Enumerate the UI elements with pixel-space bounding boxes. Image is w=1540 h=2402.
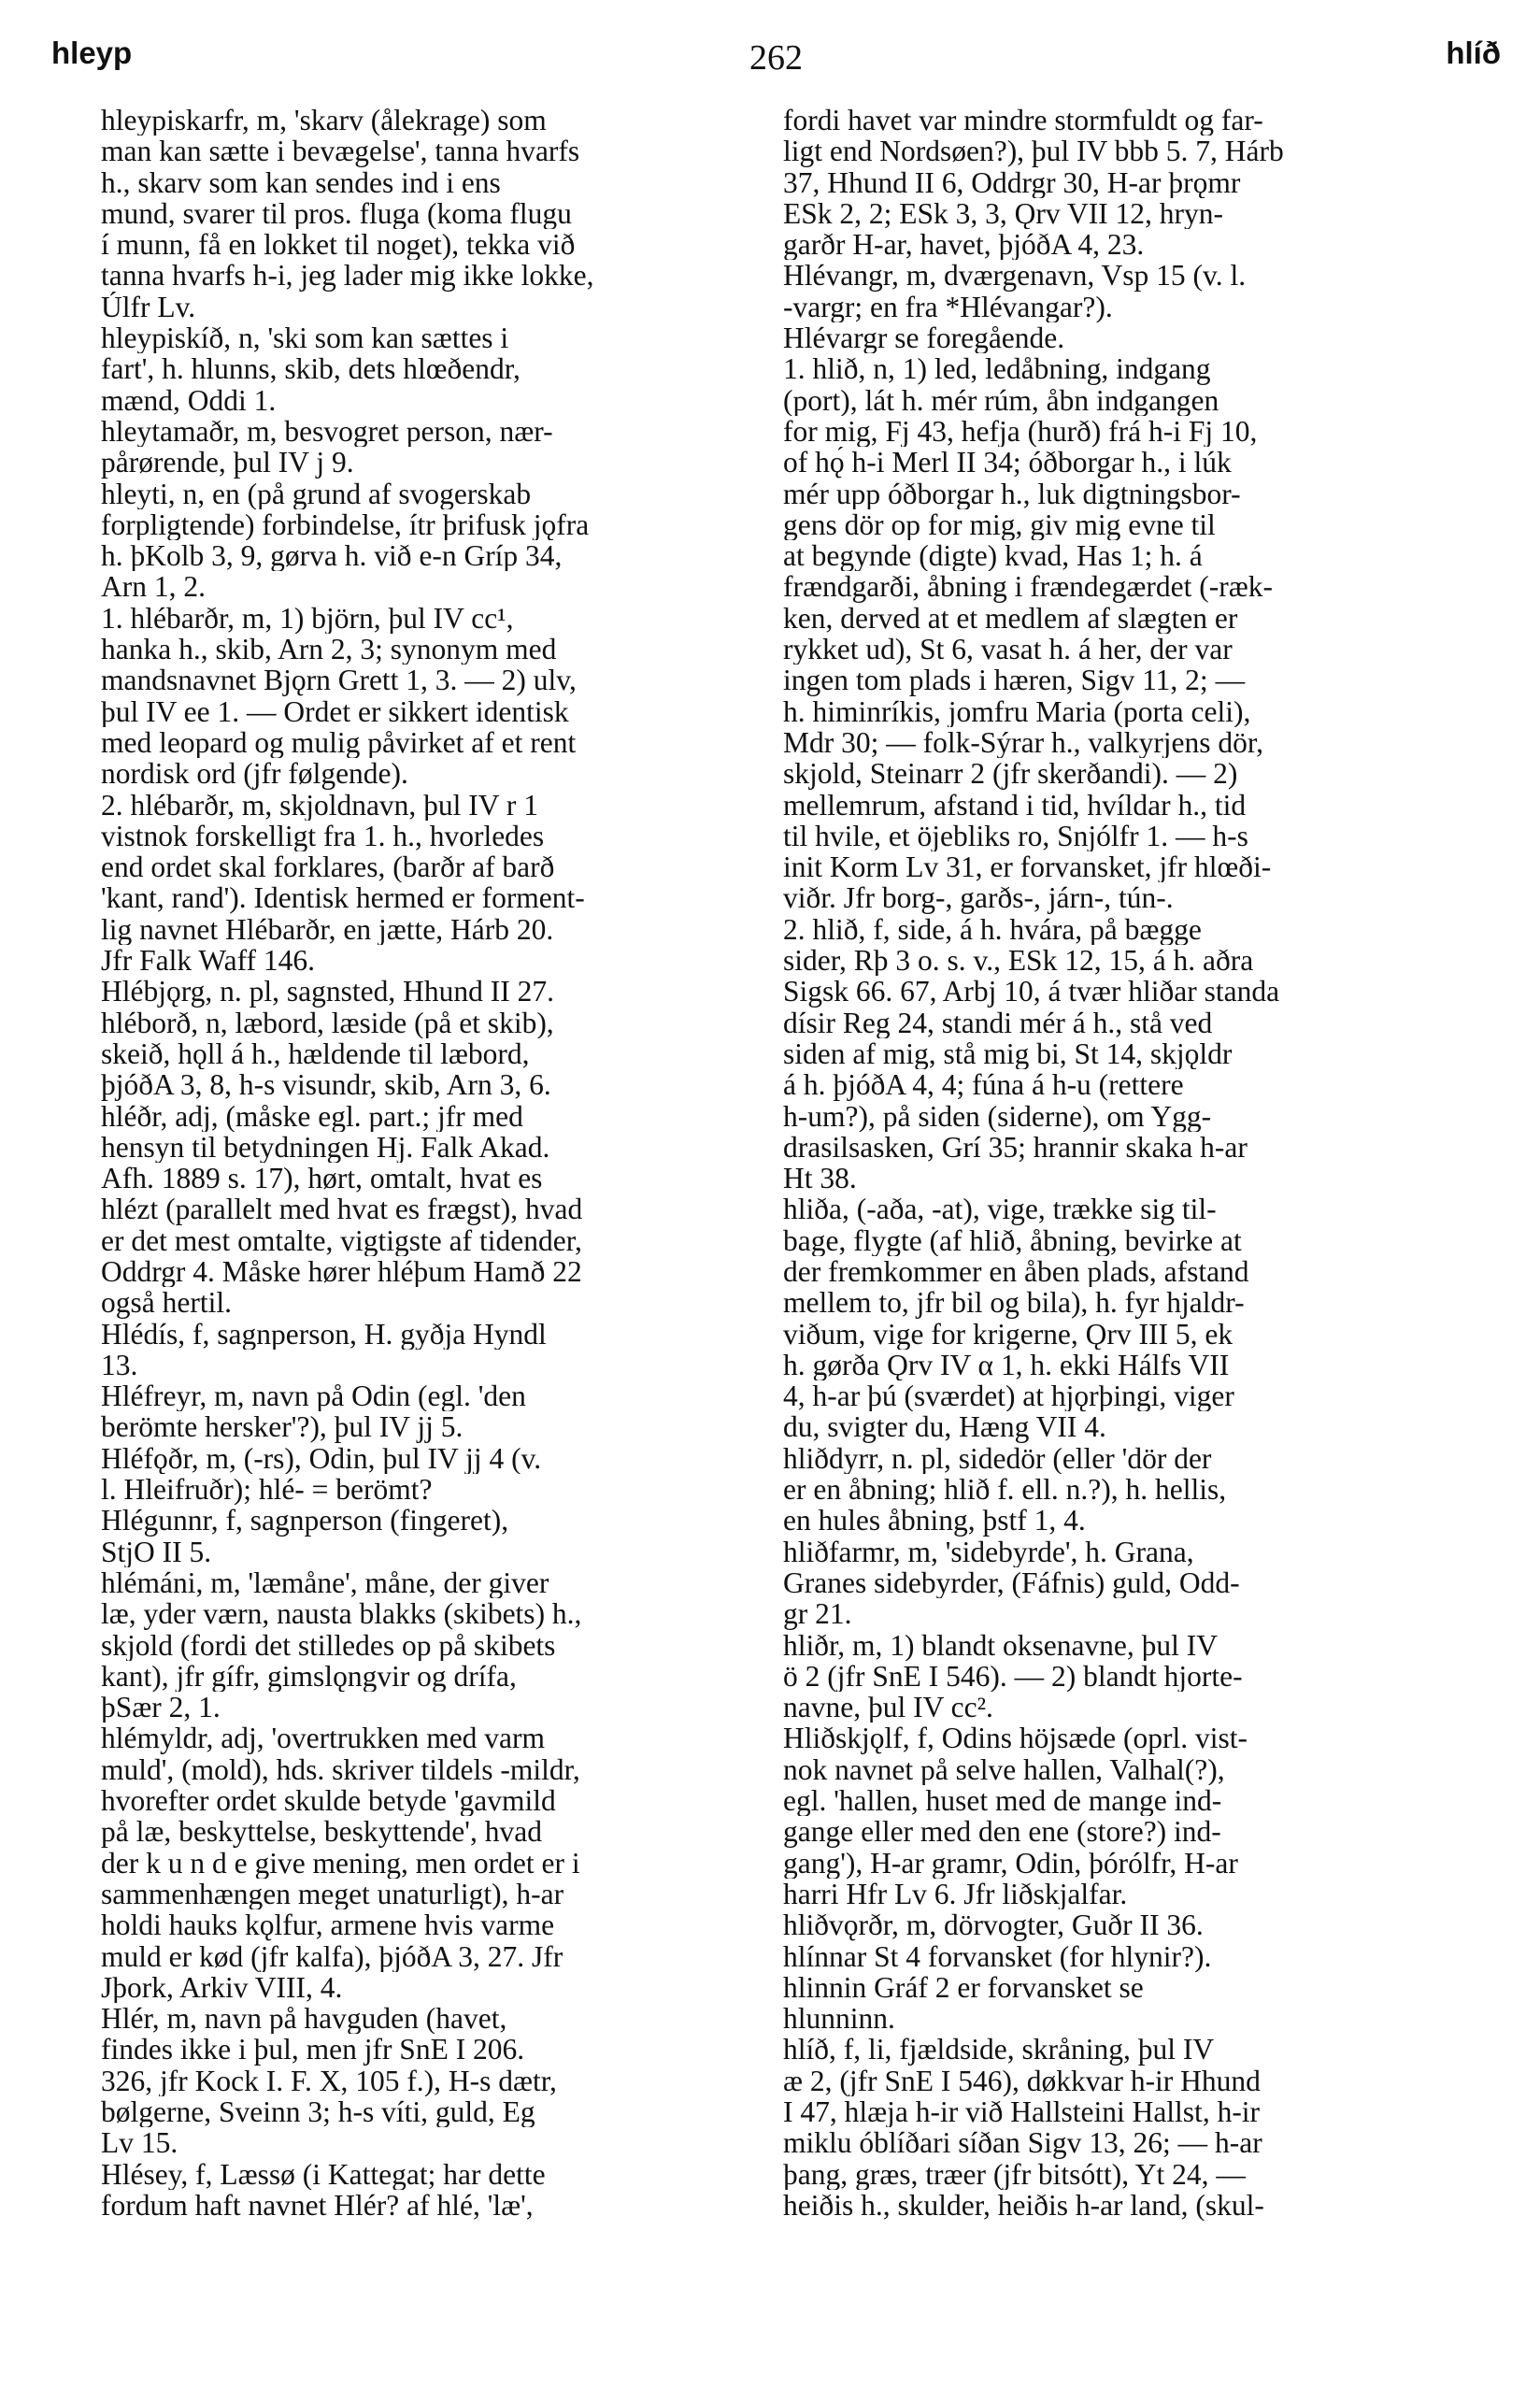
text-line: frændgarði, åbning i frændegærdet (-ræk- <box>783 571 1273 603</box>
text-line: end ordet skal forklares, (barðr af barð <box>101 851 555 883</box>
text-line: Hlébjǫrg, n. pl, sagnsted, Hhund II 27. <box>101 976 554 1008</box>
text-line: til hvile, et öjebliks ro, Snjólfr 1. — h-s <box>783 820 1248 852</box>
text-line: (port), lát h. mér rúm, åbn indgangen <box>783 384 1219 416</box>
text-line: også hertil. <box>101 1287 232 1319</box>
text-line: æ 2, (jfr SnE I 546), døkkvar h-ir Hhund <box>783 2065 1261 2096</box>
text-line: Mdr 30; — folk-Sýrar h., valkyrjens dör, <box>783 726 1264 759</box>
text-line: ingen tom plads i hæren, Sigv 11, 2; — <box>783 665 1246 696</box>
text-line: forpligtende) forbindelse, ítr þrifusk jǫfra <box>101 508 590 541</box>
text-line: Granes sidebyrder, (Fáfnis) guld, Odd- <box>783 1566 1240 1599</box>
text-line: mund, svarer til pros. fluga (koma flugu <box>101 197 572 230</box>
text-line: hleytamaðr, m, besvogret person, nær- <box>101 415 553 448</box>
text-line: Hléfǫðr, m, (-rs), Odin, þul IV jj 4 (v. <box>101 1442 542 1475</box>
text-line: Hlévargr se foregående. <box>783 322 1065 354</box>
text-line: sider, Rþ 3 o. s. v., ESk 12, 15, á h. aðra <box>783 945 1254 977</box>
text-line: tanna hvarfs h-i, jeg lader mig ikke lokke, <box>101 260 594 292</box>
text-line: 'kant, rand'). Identisk hermed er forment- <box>101 882 585 914</box>
text-line: hliða, (-aða, -at), vige, trække sig til- <box>783 1194 1217 1225</box>
text-line: 326, jfr Kock I. F. X, 105 f.), H-s dætr, <box>101 2065 557 2096</box>
text-line: pårørende, þul IV j 9. <box>101 447 354 479</box>
text-line: egl. 'hallen, huset med de mange ind- <box>783 1785 1222 1817</box>
text-line: viðr. Jfr borg-, garðs-, járn-, tún-. <box>783 882 1174 914</box>
text-line: en hules åbning, þstf 1, 4. <box>783 1505 1086 1537</box>
text-line: på læ, beskyttelse, beskyttende', hvad <box>101 1816 542 1848</box>
header-right-catchword: hlíð <box>1446 36 1501 70</box>
text-line: fordum haft navnet Hlér? af hlé, 'læ', <box>101 2189 534 2222</box>
text-line: hlézt (parallelt med hvat es frægst), hvad <box>101 1194 583 1225</box>
text-line: h. himinríkis, jomfru Maria (porta celi), <box>783 695 1251 727</box>
text-line: harri Hfr Lv 6. Jfr liðskjalfar. <box>783 1878 1128 1910</box>
text-line: der k u n d e give mening, men ordet er i <box>101 1847 580 1879</box>
left-column <box>101 105 761 2221</box>
text-line: mænd, Oddi 1. <box>101 384 277 416</box>
page-header <box>51 28 1501 84</box>
text-line: Arn 1, 2. <box>101 571 206 603</box>
text-line: hlémáni, m, 'læmåne', måne, der giver <box>101 1566 549 1599</box>
text-line: holdi hauks kǫlfur, armene hvis varme <box>101 1909 555 1941</box>
text-line: Sigsk 66. 67, Arbj 10, á tvær hliðar standa <box>783 976 1280 1008</box>
text-line: hlémyldr, adj, 'overtrukken med varm <box>101 1723 546 1754</box>
text-line: hliðfarmr, m, 'sidebyrde', h. Grana, <box>783 1536 1194 1567</box>
text-line: Hlégunnr, f, sagnperson (fingeret), <box>101 1505 509 1537</box>
text-line: 4, h-ar þú (sværdet) at hjǫrþingi, viger <box>783 1380 1234 1412</box>
text-line: gens dör op for mig, giv mig evne til <box>783 508 1216 541</box>
page-number: 262 <box>749 38 803 78</box>
text-line: hlinnin Gráf 2 er forvansket se <box>783 1971 1144 2004</box>
text-line: fordi havet var mindre stormfuldt og far- <box>783 105 1263 136</box>
text-line: h., skarv som kan sendes ind i ens <box>101 166 501 198</box>
text-line: hleyti, n, en (på grund af svogerskab <box>101 478 532 509</box>
text-line: StjO II 5. <box>101 1536 212 1567</box>
text-line: er det mest omtalte, vigtigste af tidender, <box>101 1224 582 1256</box>
text-line: h. gørða Ǫrv IV α 1, h. ekki Hálfs VII <box>783 1349 1230 1381</box>
text-line: Úlfr Lv. <box>101 291 196 323</box>
text-line: hliðr, m, 1) blandt oksenavne, þul IV <box>783 1629 1219 1661</box>
text-line: Lv 15. <box>101 2127 178 2159</box>
text-line: nok navnet på selve hallen, Valhal(?), <box>783 1753 1225 1786</box>
text-line: muld', (mold), hds. skriver tildels -mildr, <box>101 1753 580 1786</box>
text-line: gang'), H-ar gramr, Odin, þórólfr, H-ar <box>783 1847 1238 1879</box>
text-line: I 47, hlæja h-ir við Hallsteini Hallst, h-ir <box>783 2096 1261 2128</box>
text-line: h-um?), på siden (siderne), om Ygg- <box>783 1100 1212 1132</box>
text-line: Hléfreyr, m, navn på Odin (egl. 'den <box>101 1380 526 1412</box>
text-line: ESk 2, 2; ESk 3, 3, Ǫrv VII 12, hryn- <box>783 197 1224 230</box>
text-line: man kan sætte i bevægelse', tanna hvarfs <box>101 136 580 167</box>
text-line: berömte hersker'?), þul IV jj 5. <box>101 1411 463 1443</box>
text-line: l. Hleifruðr); hlé- = berömt? <box>101 1474 433 1506</box>
text-line: hanka h., skib, Arn 2, 3; synonym med <box>101 634 557 665</box>
text-line: mellem to, jfr bil og bila), h. fyr hjaldr- <box>783 1287 1245 1319</box>
text-line: init Korm Lv 31, er forvansket, jfr hlœði- <box>783 851 1272 883</box>
text-line: Hlér, m, navn på havguden (havet, <box>101 2003 507 2035</box>
text-line: ken, derved at et medlem af slægten er <box>783 602 1238 635</box>
text-line: drasilsasken, Grí 35; hrannir skaka h-ar <box>783 1131 1248 1164</box>
text-line: hleypiskíð, n, 'ski som kan sættes i <box>101 322 509 354</box>
text-line: gr 21. <box>783 1598 852 1630</box>
text-line: þSær 2, 1. <box>101 1692 221 1723</box>
text-line: hleypiskarfr, m, 'skarv (ålekrage) som <box>101 105 547 136</box>
text-line: 1. hlið, n, 1) led, ledåbning, indgang <box>783 353 1211 385</box>
text-line: Hlésey, f, Læssø (i Kattegat; har dette <box>101 2158 546 2190</box>
text-line: nordisk ord (jfr følgende). <box>101 758 408 790</box>
text-line: hlínnar St 4 forvansket (for hlynir?). <box>783 1940 1212 1972</box>
text-line: þul IV ee 1. — Ordet er sikkert identisk <box>101 695 569 727</box>
text-line: hliðdyrr, n. pl, sidedör (eller 'dör der <box>783 1442 1212 1475</box>
text-line: for mig, Fj 43, hefja (hurð) frá h-i Fj 10, <box>783 415 1258 448</box>
text-line: skeið, hǫll á h., hældende til læbord, <box>101 1037 530 1070</box>
text-line: Afh. 1889 s. 17), hørt, omtalt, hvat es <box>101 1163 543 1194</box>
text-line: Ht 38. <box>783 1163 857 1194</box>
text-line: navne, þul IV cc². <box>783 1692 993 1723</box>
text-line: hlunninn. <box>783 2003 895 2035</box>
text-line: sammenhængen meget unaturligt), h-ar <box>101 1878 564 1910</box>
text-line: siden af mig, stå mig bi, St 14, skjǫldr <box>783 1037 1233 1070</box>
text-line: viðum, vige for krigerne, Ǫrv III 5, ek <box>783 1318 1233 1350</box>
text-line: der fremkommer en åben plads, afstand <box>783 1255 1249 1288</box>
text-line: Hlévangr, m, dværgenavn, Vsp 15 (v. l. <box>783 260 1247 292</box>
text-line: mér upp óðborgar h., luk digtningsbor- <box>783 478 1241 509</box>
right-column <box>783 105 1443 2221</box>
text-line: of hǫ́ h-i Merl II 34; óðborgar h., i lúk <box>783 447 1232 479</box>
text-line: Hlédís, f, sagnperson, H. gyðja Hyndl <box>101 1318 547 1350</box>
text-line: skjold, Steinarr 2 (jfr skerðandi). — 2) <box>783 758 1238 790</box>
text-line: miklu óblíðari síðan Sigv 13, 26; — h-ar <box>783 2127 1262 2159</box>
text-line: findes ikke i þul, men jfr SnE I 206. <box>101 2034 525 2066</box>
text-line: fart', h. hlunns, skib, dets hlœðendr, <box>101 353 520 385</box>
text-line: vistnok forskelligt fra 1. h., hvorledes <box>101 820 545 852</box>
text-line: muld er kød (jfr kalfa), þjóðA 3, 27. Jfr <box>101 1940 563 1972</box>
text-line: mellemrum, afstand i tid, hvíldar h., tid <box>783 789 1247 821</box>
text-line: hléðr, adj, (måske egl. part.; jfr med <box>101 1100 523 1132</box>
text-line: ö 2 (jfr SnE I 546). — 2) blandt hjorte- <box>783 1660 1243 1693</box>
text-line: med leopard og mulig påvirket af et rent <box>101 726 577 759</box>
text-line: hvorefter ordet skulde betyde 'gavmild <box>101 1785 556 1817</box>
text-line: Jþork, Arkiv VIII, 4. <box>101 1971 343 2004</box>
text-line: rykket ud), St 6, vasat h. á her, der var <box>783 634 1233 665</box>
text-line: Oddrgr 4. Måske hører hléþum Hamð 22 <box>101 1255 582 1288</box>
text-line: mandsnavnet Bjǫrn Grett 1, 3. — 2) ulv, <box>101 665 577 696</box>
text-line: í munn, få en lokket til noget), tekka við <box>101 229 576 261</box>
text-line: hlíð, f, li, fjældside, skråning, þul IV <box>783 2034 1215 2066</box>
text-line: bage, flygte (af hlið, åbning, bevirke at <box>783 1224 1242 1256</box>
text-line: læ, yder værn, nausta blakks (skibets) h., <box>101 1598 582 1630</box>
text-line: lig navnet Hlébarðr, en jætte, Hárb 20. <box>101 913 554 946</box>
text-line: hensyn til betydningen Hj. Falk Akad. <box>101 1131 550 1164</box>
text-line: dísir Reg 24, standi mér á h., stå ved <box>783 1007 1213 1038</box>
text-line: skjold (fordi det stilledes op på skibets <box>101 1629 556 1661</box>
text-line: 2. hlébarðr, m, skjoldnavn, þul IV r 1 <box>101 789 538 821</box>
text-line: 13. <box>101 1349 138 1381</box>
text-line: hliðvǫrðr, m, dörvogter, Guðr II 36. <box>783 1909 1204 1941</box>
text-line: gange eller med den ene (store?) ind- <box>783 1816 1221 1848</box>
text-line: h. þKolb 3, 9, gørva h. við e-n Gríp 34, <box>101 540 563 572</box>
text-line: bølgerne, Sveinn 3; h-s víti, guld, Eg <box>101 2096 535 2128</box>
text-line: at begynde (digte) kvad, Has 1; h. á <box>783 540 1203 572</box>
text-line: garðr H-ar, havet, þjóðA 4, 23. <box>783 229 1145 261</box>
text-line: du, svigter du, Hæng VII 4. <box>783 1411 1106 1443</box>
text-line: Jfr Falk Waff 146. <box>101 945 316 977</box>
text-line: þjóðA 3, 8, h-s visundr, skib, Arn 3, 6. <box>101 1069 551 1101</box>
text-line: er en åbning; hlið f. ell. n.?), h. hellis, <box>783 1474 1227 1506</box>
text-line: Hliðskjǫlf, f, Odins höjsæde (oprl. vist- <box>783 1723 1248 1754</box>
text-line: ligt end Nordsøen?), þul IV bbb 5. 7, Hárb <box>783 136 1284 167</box>
text-line: 2. hlið, f, side, á h. hvára, på bægge <box>783 913 1202 946</box>
text-line: -vargr; en fra *Hlévangar?). <box>783 291 1113 323</box>
text-line: þang, græs, træer (jfr bitsótt), Yt 24, — <box>783 2158 1246 2190</box>
text-line: 37, Hhund II 6, Oddrgr 30, H-ar þrǫmr <box>783 166 1241 198</box>
text-line: heiðis h., skulder, heiðis h-ar land, (skul- <box>783 2189 1264 2222</box>
text-line: 1. hlébarðr, m, 1) björn, þul IV cc¹, <box>101 602 514 635</box>
text-line: kant), jfr gífr, gimslǫngvir og drífa, <box>101 1660 517 1693</box>
text-line: hléborð, n, læbord, læside (på et skib), <box>101 1007 554 1038</box>
text-line: á h. þjóðA 4, 4; fúna á h-u (rettere <box>783 1069 1184 1101</box>
header-left-catchword: hleyp <box>51 36 133 70</box>
